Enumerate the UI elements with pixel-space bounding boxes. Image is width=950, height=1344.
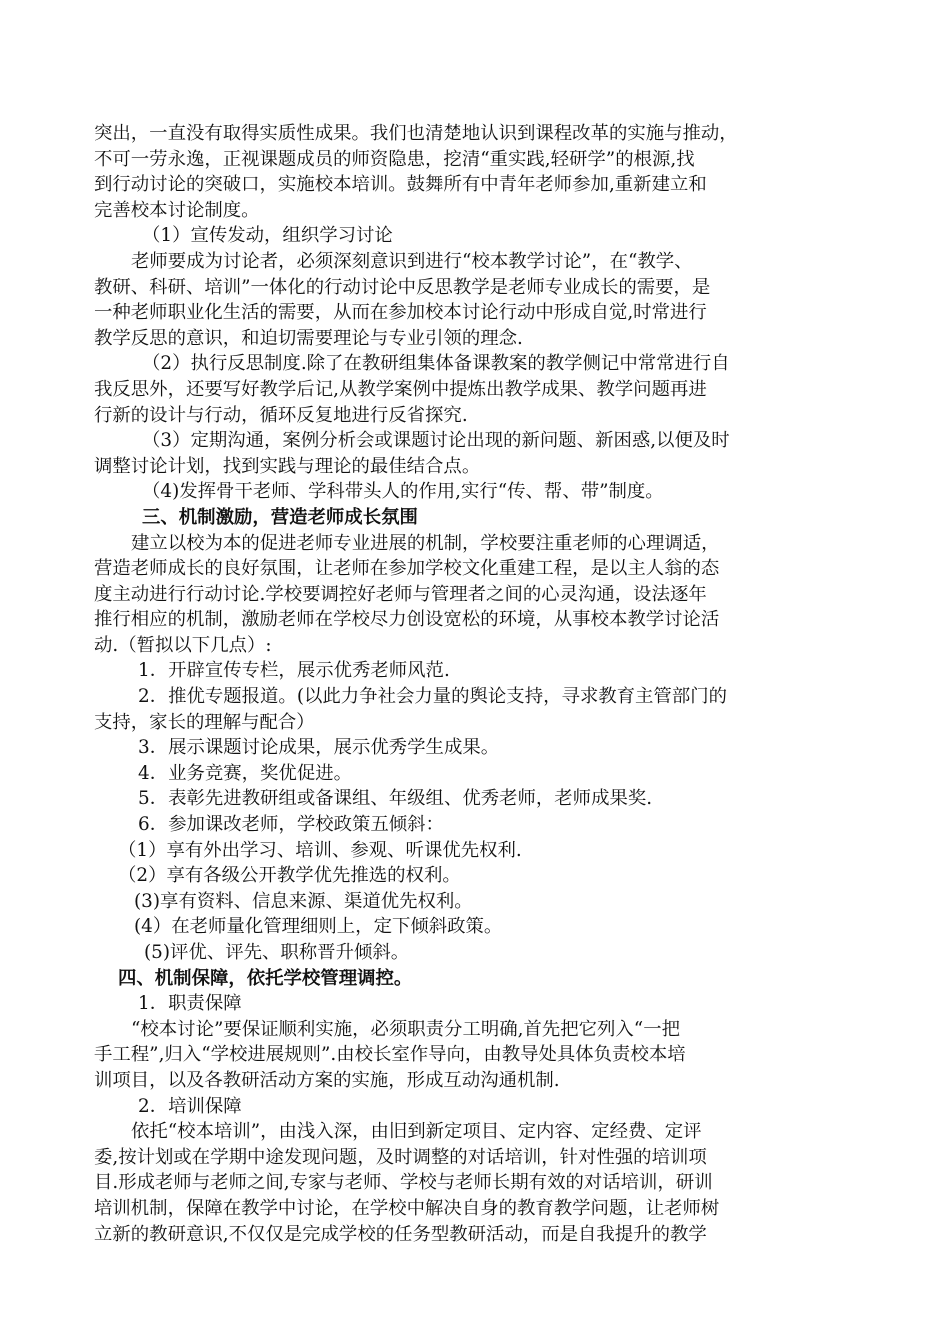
text-line: （2）执行反思制度.除了在教研组集体备课教案的教学侧记中常常进行自 (142, 353, 730, 375)
section-heading: 四、机制保障，依托学校管理调控。 (118, 967, 413, 989)
text-line: 手工程”,归入“学校进展规则”.由校长室作导向，由教导处具体负责校本培 (94, 1044, 686, 1066)
text-line: “校本讨论”要保证顺利实施，必须职责分工明确,首先把它列入“一把 (131, 1018, 680, 1040)
text-line: 完善校本讨论制度。 (94, 199, 260, 221)
text-line: 我反思外，还要写好教学后记,从教学案例中提炼出教学成果、教学问题再进 (94, 378, 707, 400)
text-line: 度主动进行行动讨论.学校要调控好老师与管理者之间的心灵沟通，设法逐年 (94, 583, 707, 605)
text-line: 调整讨论计划，找到实践与理论的最佳结合点。 (94, 455, 481, 477)
text-line: 训项目，以及各教研活动方案的实施，形成互动沟通机制. (94, 1069, 560, 1091)
text-line: （1）享有外出学习、培训、参观、听课优先权利. (118, 839, 522, 861)
text-line: 教研、科研、培训”一体化的行动讨论中反思教学是老师专业成长的需要，是 (94, 276, 711, 298)
text-line: 培训机制，保障在教学中讨论，在学校中解决自身的教育教学问题，让老师树 (94, 1197, 720, 1219)
text-line: 2．培训保障 (138, 1095, 242, 1117)
text-line: （2）享有各级公开教学优先推选的权利。 (118, 865, 461, 887)
section-heading: 三、机制激励，营造老师成长氛围 (142, 506, 418, 528)
text-line: （1）宣传发动，组织学习讨论 (142, 225, 393, 247)
text-line: 2．推优专题报道。(以此力争社会力量的舆论支持，寻求教育主管部门的 (138, 686, 727, 708)
text-line: 目.形成老师与老师之间,专家与老师、学校与老师长期有效的对话培训，研训 (94, 1172, 713, 1194)
text-line: 动.（暂拟以下几点）: (94, 634, 272, 656)
document-body (94, 121, 862, 1247)
text-line: 委,按计划或在学期中途发现问题，及时调整的对话培训，针对性强的培训项 (94, 1146, 707, 1168)
text-line: 1．职责保障 (138, 993, 242, 1015)
text-line: 5．表彰先进教研组或备课组、年级组、优秀老师，老师成果奖. (138, 788, 653, 810)
text-line: 营造老师成长的良好氛围，让老师在参加学校文化重建工程，是以主人翁的态 (94, 558, 720, 580)
text-line: 1．开辟宣传专栏，展示优秀老师风范. (138, 660, 450, 682)
text-line: 不可一劳永逸，正视课题成员的师资隐患，挖清“重实践,轻研学”的根源,找 (94, 148, 695, 170)
text-line: (5)评优、评先、职称晋升倾斜。 (144, 942, 410, 963)
text-line: 支持，家长的理解与配合） (94, 711, 315, 733)
text-line: 教学反思的意识，和迫切需要理论与专业引领的理念. (94, 327, 523, 349)
text-line: （3）定期沟通，案例分析会或课题讨论出现的新问题、新困惑,以便及时 (142, 430, 730, 452)
text-line: 立新的教研意识,不仅仅是完成学校的任务型教研活动，而是自我提升的教学 (94, 1223, 707, 1245)
text-line: 到行动讨论的突破口，实施校本培训。鼓舞所有中青年老师参加,重新建立和 (94, 174, 707, 196)
text-line: 3．展示课题讨论成果，展示优秀学生成果。 (138, 737, 500, 759)
text-line: 建立以校为本的促进老师专业进展的机制，学校要注重老师的心理调适， (131, 532, 720, 554)
text-line: 6．参加课改老师，学校政策五倾斜： (138, 814, 444, 836)
text-line: (3)享有资料、信息来源、渠道优先权利。 (134, 890, 473, 912)
text-line: 推行相应的机制，激励老师在学校尽力创设宽松的环境，从事校本教学讨论活 (94, 609, 720, 631)
text-line: （4)发挥骨干老师、学科带头人的作用,实行“传、帮、带”制度。 (142, 481, 664, 503)
text-line: 老师要成为讨论者，必须深刻意识到进行“校本教学讨论”，在“教学、 (131, 250, 693, 272)
text-line: 行新的设计与行动，循环反复地进行反省探究. (94, 404, 468, 426)
text-line: 依托“校本培训”，由浅入深，由旧到新定项目、定内容、定经费、定评 (131, 1121, 702, 1143)
text-line: 一种老师职业化生活的需要，从而在参加校本讨论行动中形成自觉,时常进行 (94, 302, 707, 324)
text-line: 4．业务竞赛，奖优促进。 (138, 762, 352, 784)
text-line: 突出，一直没有取得实质性成果。我们也清楚地认识到课程改革的实施与推动， (94, 123, 738, 144)
text-line: (4）在老师量化管理细则上，定下倾斜政策。 (134, 916, 503, 938)
document-page (94, 0, 862, 1247)
